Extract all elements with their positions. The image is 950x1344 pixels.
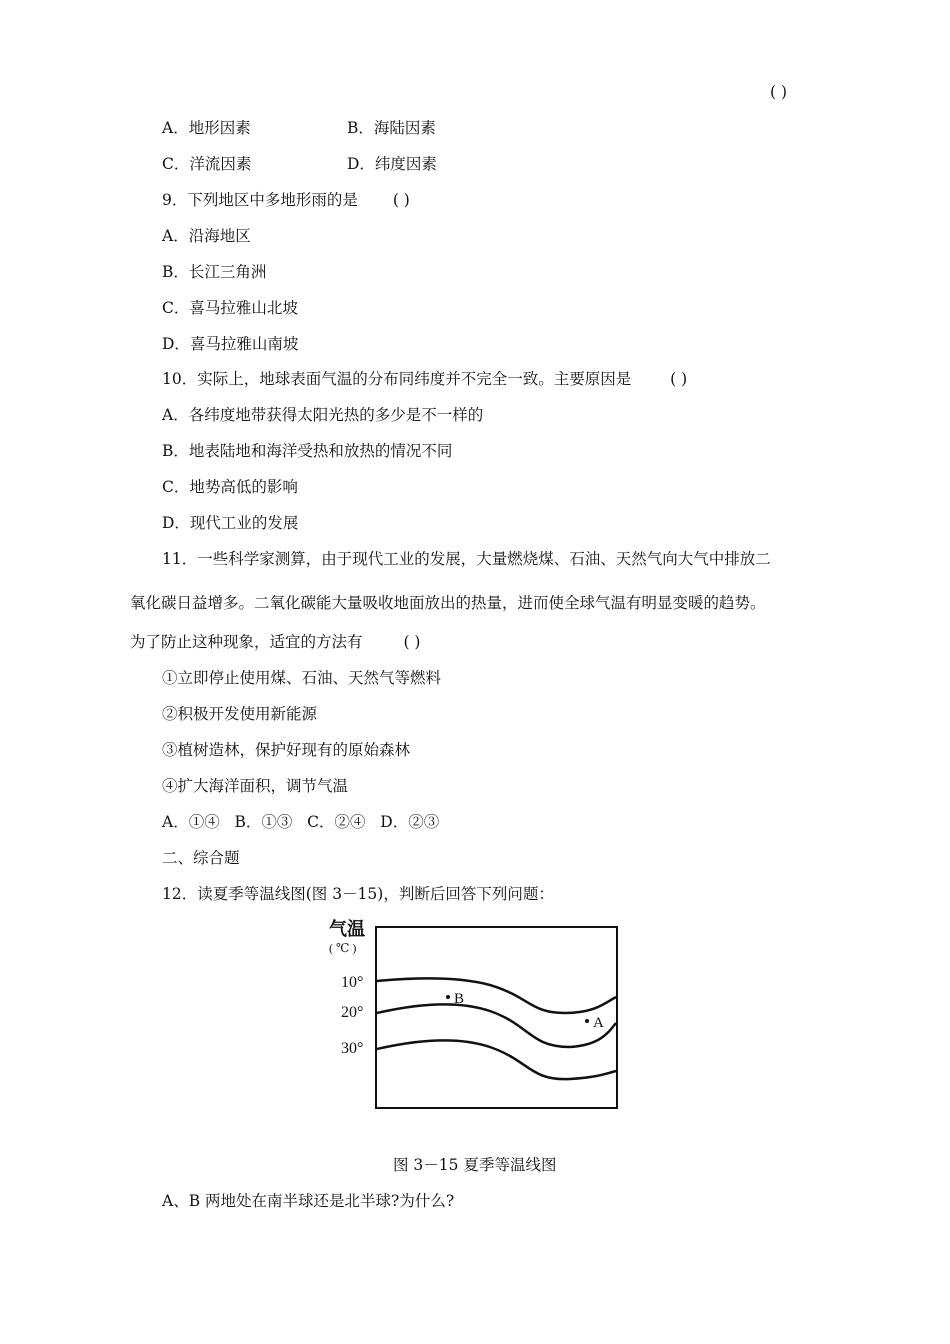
isotherm-figure — [325, 915, 625, 1115]
q11-stem-line3-text: 为了防止这种现象，适宜的方法有 — [130, 633, 363, 651]
q9-option-b: B．长江三角洲 — [162, 263, 267, 281]
q11-stem-line1: 11．一些科学家测算，由于现代工业的发展，大量燃烧煤、石油、天然气向大气中排放二 — [162, 550, 771, 568]
q10-option-b: B．地表陆地和海洋受热和放热的情况不同 — [162, 442, 453, 460]
q11-choices: A．①④ B．①③ C．②④ D．②③ — [162, 813, 440, 831]
q11-item-1: ①立即停止使用煤、石油、天然气等燃料 — [162, 669, 442, 687]
point-b-label: B — [454, 991, 465, 1007]
figure-tick-30: 30° — [341, 1040, 364, 1057]
q10-option-c: C．地势高低的影响 — [162, 478, 298, 496]
q8-option-c: C．洋流因素 — [162, 155, 252, 173]
q11-item-2: ②积极开发使用新能源 — [162, 705, 318, 723]
q8-answer-paren: ( ) — [770, 83, 788, 101]
figure-tick-20: 20° — [341, 1004, 364, 1021]
q10-stem-text: 10．实际上，地球表面气温的分布同纬度并不完全一致。主要原因是 — [162, 370, 632, 388]
q10-option-d: D．现代工业的发展 — [162, 514, 299, 532]
q11-stem-line2: 氧化碳日益增多。二氧化碳能大量吸收地面放出的热量，进而使全球气温有明显变暖的趋势。 — [130, 594, 766, 612]
q9-option-c: C．喜马拉雅山北坡 — [162, 299, 298, 317]
q9-option-a: A．沿海地区 — [162, 227, 251, 245]
q9-option-d: D．喜马拉雅山南坡 — [162, 335, 299, 353]
q8-option-d: D．纬度因素 — [347, 155, 437, 173]
point-b-dot — [446, 995, 450, 999]
figure-caption: 图 3－15 夏季等温线图 — [393, 1156, 557, 1174]
q9-stem — [162, 190, 410, 210]
figure-frame — [376, 927, 617, 1108]
q12-stem: 12．读夏季等温线图(图 3－15)，判断后回答下列问题： — [162, 885, 554, 903]
q11-item-3: ③植树造林，保护好现有的原始森林 — [162, 741, 411, 759]
q9-answer-paren: ( ) — [392, 191, 410, 209]
q10-stem — [162, 369, 687, 389]
q10-option-a: A．各纬度地带获得太阳光热的多少是不一样的 — [162, 406, 484, 424]
figure-axis-unit: ( ℃ ) — [329, 941, 357, 955]
isotherm-10 — [377, 978, 616, 1013]
q8-option-a: A．地形因素 — [162, 119, 251, 137]
q11-answer-paren: ( ) — [403, 633, 421, 651]
q12-question: A、B 两地处在南半球还是北半球?为什么? — [162, 1192, 455, 1210]
q10-answer-paren: ( ) — [670, 370, 688, 388]
figure-tick-10: 10° — [341, 974, 364, 991]
q8-option-b: B．海陆因素 — [347, 119, 436, 137]
point-a-label: A — [593, 1015, 604, 1031]
figure-axis-title: 气温 — [329, 919, 365, 939]
q11-item-4: ④扩大海洋面积，调节气温 — [162, 777, 349, 795]
section2-heading: 二、综合题 — [162, 849, 240, 867]
q11-stem-line3 — [130, 632, 420, 652]
q9-stem-text: 9．下列地区中多地形雨的是 — [162, 191, 358, 209]
point-a-dot — [585, 1019, 589, 1023]
